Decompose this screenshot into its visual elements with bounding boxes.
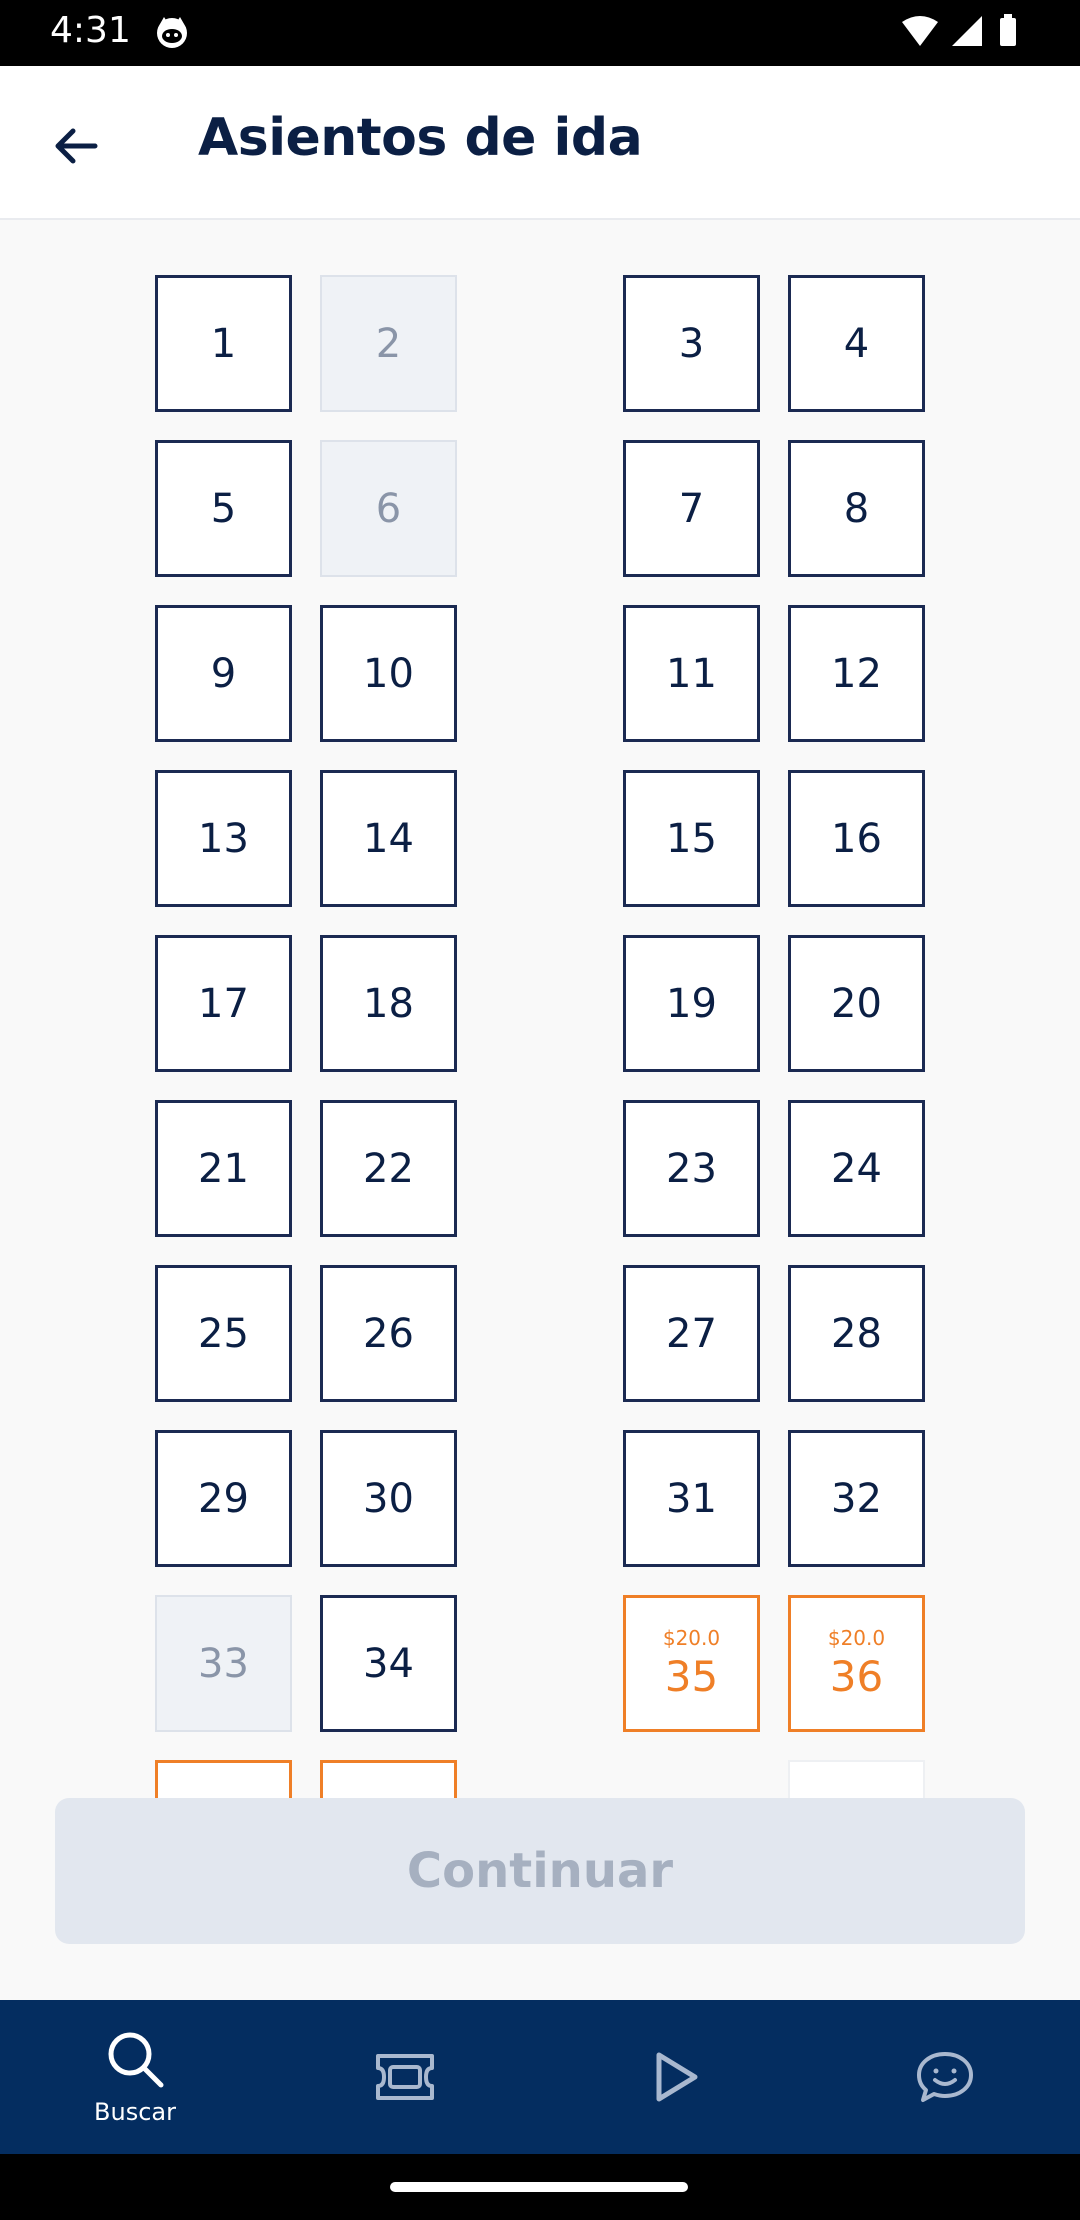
seat-27[interactable]: 27 — [623, 1265, 760, 1402]
seat-20[interactable]: 20 — [788, 935, 925, 1072]
seat-14[interactable]: 14 — [320, 770, 457, 907]
seat-17[interactable]: 17 — [155, 935, 292, 1072]
status-icons — [900, 12, 1040, 52]
seat-number: 35 — [664, 1651, 719, 1701]
seat-1[interactable]: 1 — [155, 275, 292, 412]
seat-11[interactable]: 11 — [623, 605, 760, 742]
seat-35[interactable] — [623, 1595, 760, 1732]
seat-19[interactable]: 19 — [623, 935, 760, 1072]
seat-3[interactable]: 3 — [623, 275, 760, 412]
seat-23[interactable]: 23 — [623, 1100, 760, 1237]
chat-icon — [915, 2049, 975, 2105]
seat-13[interactable]: 13 — [155, 770, 292, 907]
seat-25[interactable]: 25 — [155, 1265, 292, 1402]
ticket-icon — [372, 2052, 438, 2102]
seat-8[interactable]: 8 — [788, 440, 925, 577]
page-title: Asientos de ida — [198, 108, 643, 168]
nav-item-tickets[interactable] — [270, 2000, 540, 2154]
seat-7[interactable]: 7 — [623, 440, 760, 577]
arrow-left-icon — [51, 121, 101, 171]
seat-price: $20.0 — [662, 1625, 721, 1650]
seat-28[interactable]: 28 — [788, 1265, 925, 1402]
continue-button[interactable]: Continuar — [55, 1798, 1025, 1944]
seat-2: 2 — [320, 275, 457, 412]
bottom-nav — [0, 2000, 1080, 2154]
seat-18[interactable]: 18 — [320, 935, 457, 1072]
wifi-icon — [902, 16, 938, 46]
seat-33: 33 — [155, 1595, 292, 1732]
seat-32[interactable]: 32 — [788, 1430, 925, 1567]
seat-26[interactable]: 26 — [320, 1265, 457, 1402]
seat-31[interactable]: 31 — [623, 1430, 760, 1567]
seat-16[interactable]: 16 — [788, 770, 925, 907]
seat-34[interactable]: 34 — [320, 1595, 457, 1732]
seat-36[interactable] — [788, 1595, 925, 1732]
seat-number: 36 — [829, 1651, 884, 1701]
seat-22[interactable]: 22 — [320, 1100, 457, 1237]
seat-24[interactable]: 24 — [788, 1100, 925, 1237]
nav-item-chat[interactable] — [810, 2000, 1080, 2154]
play-icon — [647, 2049, 703, 2105]
seat-12[interactable]: 12 — [788, 605, 925, 742]
nav-item-buscar[interactable] — [0, 2000, 270, 2154]
nav-item-play[interactable] — [540, 2000, 810, 2154]
cat-notification-icon — [154, 14, 190, 50]
seat-4[interactable]: 4 — [788, 275, 925, 412]
seat-10[interactable]: 10 — [320, 605, 457, 742]
app-bar — [0, 66, 1080, 220]
back-button[interactable] — [40, 110, 112, 182]
seat-5[interactable]: 5 — [155, 440, 292, 577]
status-bar — [0, 0, 1080, 66]
gesture-bar — [0, 2154, 1080, 2220]
seat-6: 6 — [320, 440, 457, 577]
seat-price: $20.0 — [827, 1625, 886, 1650]
battery-icon — [1000, 18, 1016, 46]
status-time: 4:31 — [50, 10, 131, 51]
search-icon — [104, 2028, 166, 2090]
seat-9[interactable]: 9 — [155, 605, 292, 742]
seat-15[interactable]: 15 — [623, 770, 760, 907]
signal-icon — [952, 16, 982, 46]
seat-30[interactable]: 30 — [320, 1430, 457, 1567]
seat-map — [0, 220, 1080, 1798]
seat-21[interactable]: 21 — [155, 1100, 292, 1237]
home-gesture-pill[interactable] — [390, 2182, 688, 2192]
nav-label-buscar: Buscar — [94, 2098, 176, 2126]
seat-29[interactable]: 29 — [155, 1430, 292, 1567]
